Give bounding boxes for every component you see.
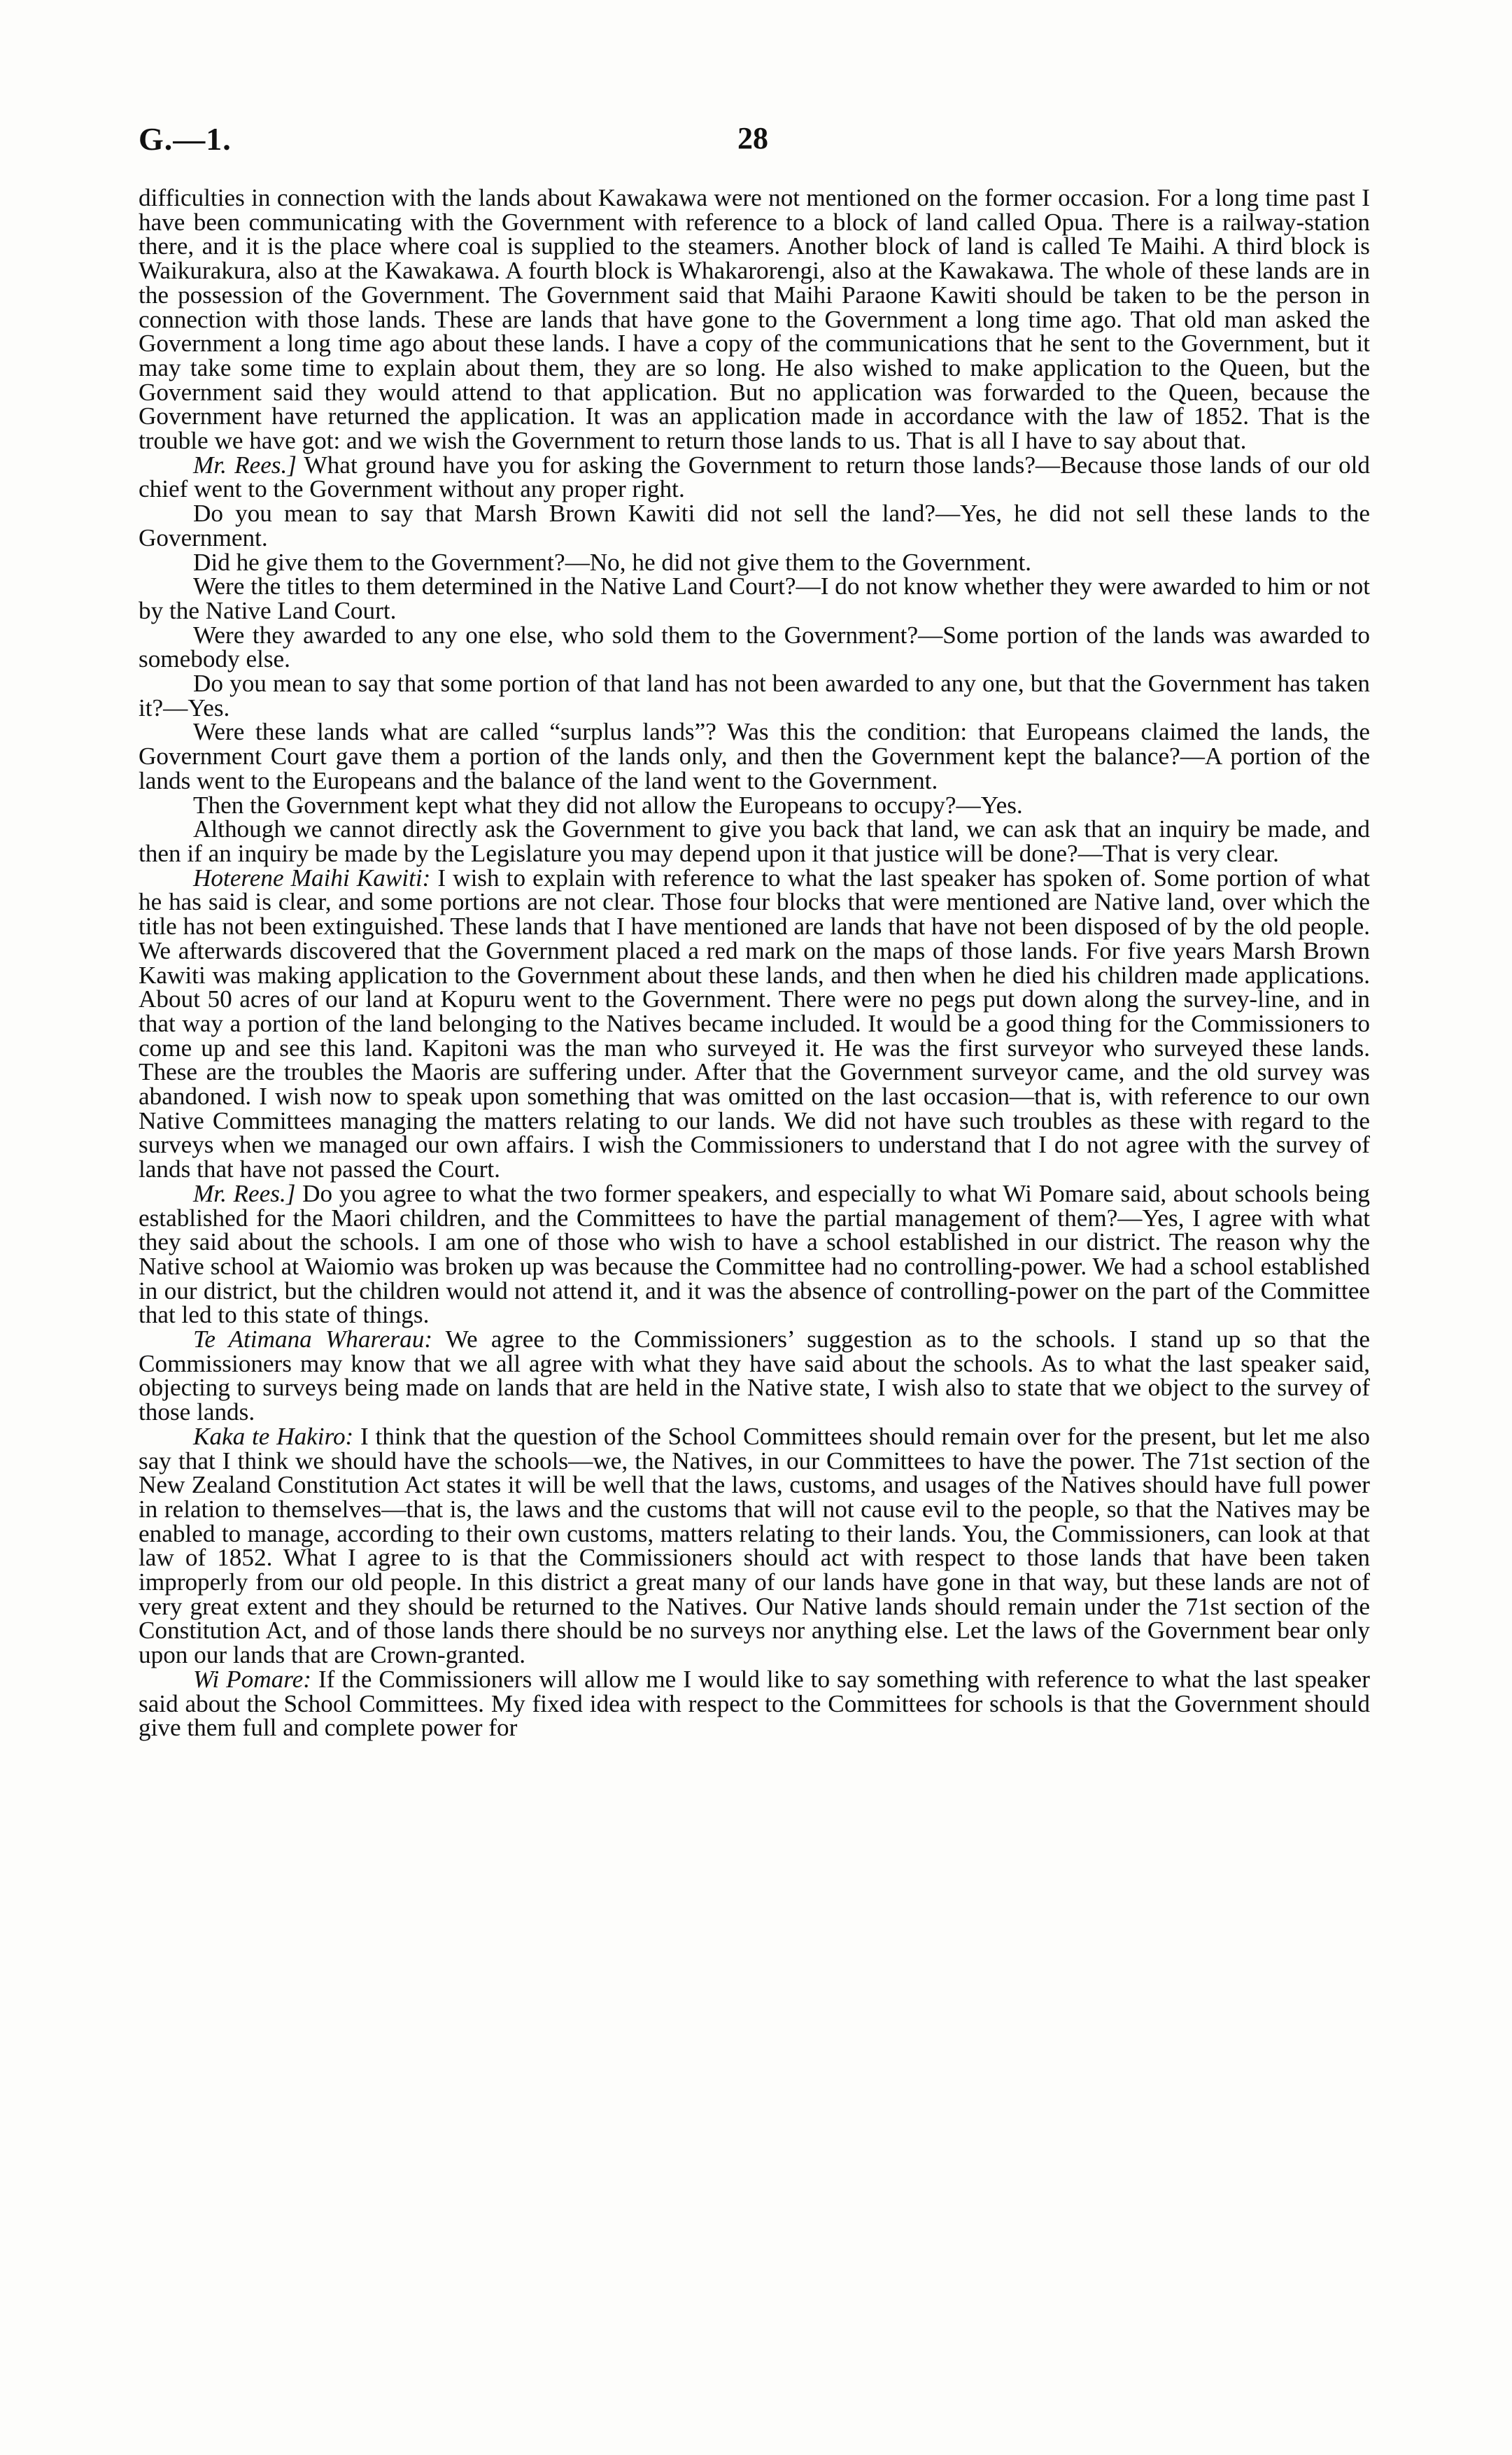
- paragraph: [139, 1179, 1370, 1329]
- paragraph-text: I think that the question of the School Committees should remain over for the present, but let me also say that I think we should have the schools—we, the Natives, in our Committees to have the power. The 71st section of the New Zealand Constitution Act states it will be well that the laws, customs, and usages of the Natives should have full power in relation to themselves—that is, the laws and the customs that will not cause evil to the people, so that the Natives may be enabled to manage, according to their own customs, matters relating to their lands. You, the Commissioners, can look at that law of 1852. What I agree to is that the Commissioners should act with respect to those lands that have been taken improperly from our old people. In this district a great many of our lands have gone in that way, but these lands are not of very great extent and they should be returned to the Natives. Our Native lands should remain under the 71st section of the Constitution Act, and of those lands there should be no surveys nor anything else. Let the laws of the Government bear only upon our lands that are Crown-granted.: [139, 1422, 1371, 1669]
- document-identifier: G.—1.: [139, 121, 232, 157]
- paragraph: [139, 502, 1370, 550]
- paragraph-text: What ground have you for asking the Government to return those lands?—Because those lands of our old chief went to the Government without any proper right.: [139, 451, 1370, 503]
- paragraph: [139, 1422, 1371, 1669]
- paragraph: [139, 186, 1370, 453]
- speaker-name: Mr. Rees.]: [193, 451, 297, 479]
- paragraph-text: Do you mean to say that some portion of that land has not been awarded to any one, but that the Government has taken it?—Yes.: [139, 670, 1370, 722]
- paragraph-text: Were the titles to them determined in the Native Land Court?—I do not know whether they were awarded to him or not by the Native Land Court.: [139, 572, 1370, 624]
- paragraph-text: Although we cannot directly ask the Government to give you back that land, we can ask that an inquiry be made, and then if an inquiry be made by the Legislature you may depend upon it that justice will be done?—That is very clear.: [139, 815, 1370, 867]
- paragraph-text: Were they awarded to any one else, who sold them to the Government?—Some portion of the lands was awarded to somebody else.: [139, 621, 1370, 673]
- speaker-name: Te Atimana Wharerau:: [193, 1325, 433, 1353]
- paragraph-text: Then the Government kept what they did not allow the Europeans to occupy?—Yes.: [193, 791, 1023, 819]
- paragraph-text: If the Commissioners will allow me I would like to say something with reference to what the last speaker said about the School Committees. My fixed idea with respect to the Committees for schools is that the Government should give them full and complete power for: [139, 1665, 1371, 1742]
- paragraph-text: Did he give them to the Government?—No, he did not give them to the Government.: [193, 548, 1032, 576]
- paragraph-text: difficulties in connection with the lands about Kawakawa were not mentioned on the former occasion. For a long time past I have been communicating with the Government with reference to a block of land called Opua. There is a railway-station there, and it is the place where coal is supplied to the steamers. Another block of land is called Te Maihi. A third block is Waikurakura, also at the Kawakawa. A fourth block is Whakarorengi, also at the Kawakawa. The whole of these lands are in the possession of the Government. The Government said that Maihi Paraone Kawiti should be taken to be the person in connection with those lands. These are lands that have gone to the Government a long time ago. That old man asked the Government a long time ago about these lands. I have a copy of the communications that he sent to the Government, but it may take some time to explain about them, they are so long. He also wished to make application to the Queen, but the Government said they would attend to that application. But no application was forwarded to the Queen, because the Government have returned the application. It was an application made in accordance with the law of 1852. That is the trouble we have got: and we wish the Government to return those lands to us. That is all I have to say about that.: [139, 184, 1370, 455]
- speaker-name: Hoterene Maihi Kawiti:: [193, 864, 431, 892]
- body-text: [139, 186, 1370, 1740]
- paragraph: [139, 1665, 1371, 1742]
- paragraph-text: We agree to the Commissioners’ suggestion as to the schools. I stand up so that the Commissioners may know that we all agree with what they have said about the schools. As to what the last speaker said, objecting to surveys being made on lands that are held in the Native state, I wish also to state that we object to the survey of those lands.: [139, 1325, 1370, 1426]
- paragraph: [139, 791, 1370, 819]
- paragraph: [139, 672, 1370, 720]
- paragraph-text: Do you agree to what the two former speakers, and especially to what Wi Pomare said, about schools being established for the Maori children, and the Committees to have the partial management of them?—Yes, I agree with what they said about the schools. I am one of those who wish to have a school established in our district. The reason why the Native school at Waiomio was broken up was because the Committee had no controlling-power. We had a school established in our district, but the children would not attend it, and it was the absence of controlling-power on the part of the Committee that led to this state of things.: [139, 1179, 1370, 1329]
- paragraph-text: Were these lands what are called “surplus lands”? Was this the condition: that Europeans claimed the lands, the Government Court gave them a portion of the lands only, and then the Government kept the balance?—A portion of the lands went to the Europeans and the balance of the land went to the Government.: [139, 718, 1370, 794]
- paragraph: [139, 1325, 1370, 1426]
- paragraph-text: I wish to explain with reference to what the last speaker has spoken of. Some portion of what he has said is clear, and some portions are not clear. Those four blocks that were mentioned are Native land, over which the title has not been extinguished. These lands that I have mentioned are lands that have not been disposed of by the old people. We afterwards discovered that the Government placed a red mark on the maps of those lands. For five years Marsh Brown Kawiti was making application to the Government about these lands, and then when he died his children made applications. About 50 acres of our land at Kopuru went to the Government. There were no pegs put down along the survey-line, and in that way a portion of the land belonging to the Natives became included. It would be a good thing for the Commissioners to come up and see this land. Kapitoni was the man who surveyed it. He was the first surveyor who surveyed these lands. These are the troubles the Maoris are suffering under. After that the Government surveyor came, and the old survey was abandoned. I wish now to speak upon something that was omitted on the last occasion—that is, with reference to our own Native Committees managing the matters relating to our lands. We did not have such troubles as these with regard to the surveys when we managed our own affairs. I wish the Commissioners to understand that I do not agree with the survey of lands that have not passed the Court.: [139, 864, 1370, 1183]
- speaker-name: Kaka te Hakiro:: [193, 1422, 354, 1450]
- paragraph: [139, 720, 1370, 793]
- paragraph: [139, 621, 1370, 673]
- speaker-name: Wi Pomare:: [193, 1665, 311, 1693]
- paragraph: [139, 817, 1370, 866]
- paragraph: [139, 548, 1370, 576]
- speaker-name: Mr. Rees.]: [193, 1179, 296, 1207]
- paragraph: [139, 866, 1370, 1182]
- paragraph: [139, 572, 1370, 624]
- page-header: [139, 120, 1370, 162]
- paragraph: [139, 453, 1370, 502]
- page-number: 28: [737, 121, 768, 155]
- paragraph-text: Do you mean to say that Marsh Brown Kawiti did not sell the land?—Yes, he did not sell these lands to the Government.: [139, 500, 1370, 551]
